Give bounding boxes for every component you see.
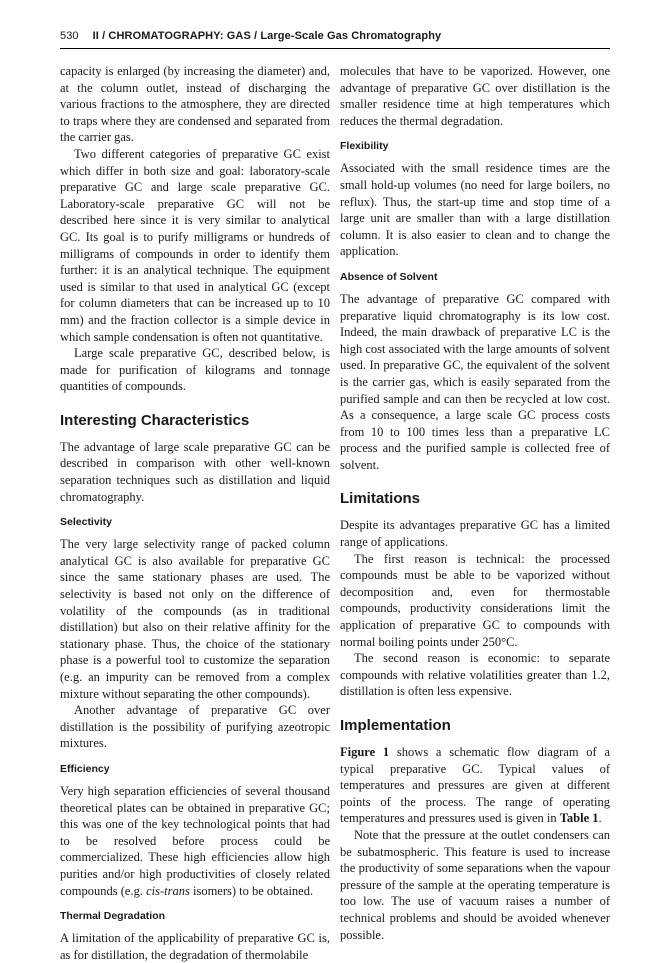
paragraph: A limitation of the applicability of preparative GC is, as for distillation, the degradation of thermolabile — [60, 931, 330, 962]
header-rule — [60, 48, 610, 49]
italic-term: cis-trans — [146, 883, 190, 898]
paragraph: The advantage of large scale preparative GC can be described in comparison with other well-known separation techniques such as distillation and liquid chromatography. — [60, 439, 330, 504]
paragraph: Despite its advantages preparative GC has a limited range of applications. — [340, 518, 610, 550]
paragraph: Another advantage of preparative GC over distillation is the possibility of purifying azeotropic mixtures. — [60, 703, 330, 751]
subheading-flexibility: Flexibility — [340, 140, 389, 153]
section-heading-limitations: Limitations — [340, 490, 421, 508]
running-head — [60, 30, 610, 46]
subheading-absence-of-solvent: Absence of Solvent — [340, 270, 438, 283]
subheading-thermal-degradation: Thermal Degradation — [60, 910, 166, 923]
paragraph: Large scale preparative GC, described below, is made for purification of kilograms and tonnage quantities of compounds. — [60, 346, 330, 394]
figure-reference: Figure 1 — [340, 745, 390, 759]
paragraph: The second reason is economic: to separate compounds with relative volatilities greater than 1.2, distillation is often less expensive. — [340, 651, 610, 699]
paragraph: capacity is enlarged (by increasing the diameter) and, at the column outlet, instead of discharging the various fractions to the atmosphere, they are directed to traps where they are condensed and separated from the carrier gas. — [60, 64, 330, 145]
paragraph: The first reason is technical: the processed compounds must be able to be vaporized without decomposition and, even for thermostable compounds, productivity considerations limit the application of preparative GC to compounds with normal boiling points under 250°C. — [340, 551, 610, 649]
paragraph: The advantage of preparative GC compared with preparative liquid chromatography is its low cost. Indeed, the main drawback of preparative LC is the high cost associated with the large amounts of solvent used. In preparative GC, the equivalent of the solvent is the carrier gas, which is easily separated from the purified sample and can then be recycled at low cost. As a consequence, a large scale GC process costs from 10 to 100 times less than a preparative LC process and the purified sample is collected free of solvent. — [340, 291, 610, 472]
subheading-selectivity: Selectivity — [60, 516, 112, 529]
left-column — [60, 63, 330, 963]
paragraph: molecules that have to be vaporized. However, one advantage of preparative GC over distillation is the smaller residence time at high temperatures which reduces the thermal degradation. — [340, 64, 610, 128]
running-title: II / CHROMATOGRAPHY: GAS / Large-Scale Gas Chromatography — [92, 30, 442, 42]
table-reference: Table 1 — [559, 811, 599, 826]
paragraph: The very large selectivity range of packed column analytical GC is also available for preparative GC since the same stationary phases are used. The selectivity is based not only on the difference of volatility of the compounds (as in traditional distillation) but also on their relative affinity for the stationary phase. Thus, the choice of the stationary phase is a powerful tool to customize the separation (e.g. an impurity can be removed from a complex mixture without separating the other compounds). — [60, 537, 330, 701]
section-heading-interesting-characteristics: Interesting Characteristics — [60, 411, 250, 429]
paragraph: Note that the pressure at the outlet condensers can be subatmospheric. This feature is used to increase the productivity of some separations when the vapour pressure of the sample at the operating temperature is too low. The use of vacuum raises a number of technical problems and should be avoided whenever possible. — [340, 827, 610, 942]
right-column — [340, 63, 610, 943]
paragraph: Very high separation efficiencies of several thousand theoretical plates can be obtained in preparative GC; this was one of the key technological points that had to be resolved before process could be commercialized. These high efficiencies allow high purities and/or high productivities of closely related compounds (e.g. cis-trans isomers) to be obtained. — [60, 783, 330, 898]
paragraph: Two different categories of preparative GC exist which differ in both size and goal: laboratory-scale preparative GC and large scale preparative GC. Laboratory-scale preparative GC will not be described here since it is very similar to analytical GC. Its goal is to purify milligrams or hundreds of milligrams of compounds in order to identify them further: it is an analytical technique. The equipment used is similar to that used in analytical GC (except for column diameters that can be increased up to 10 mm) and the fraction collector is a simple device in which sample condensation is often not quantitative. — [60, 146, 330, 344]
section-heading-implementation: Implementation — [340, 717, 451, 734]
paragraph: Associated with the small residence times are the small hold-up volumes (no need for large boilers, no reflux). Thus, the start-up time and stop time of a large unit are smaller than with a large distillation column. It is also easier to clean and to change the application. — [340, 161, 610, 259]
page-number: 530 — [60, 30, 79, 42]
subheading-efficiency: Efficiency — [60, 762, 110, 775]
paragraph: Figure 1 shows a schematic flow diagram of a typical preparative GC. Typical values of temperatures and pressures are given at different points of the process. The range of operating temperatures and pressures used is given in Table 1. — [340, 745, 611, 826]
